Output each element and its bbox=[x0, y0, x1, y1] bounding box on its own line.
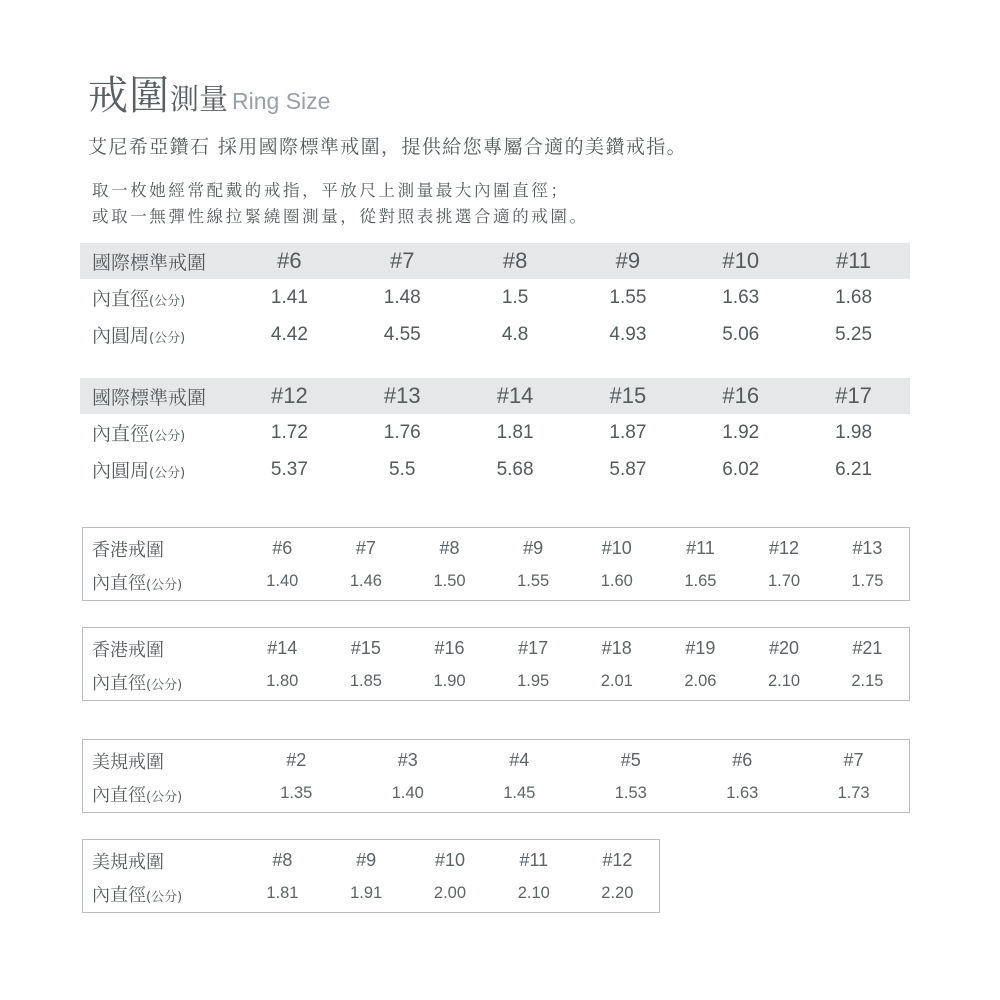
row-label bbox=[80, 451, 233, 488]
value-cell: 1.68 bbox=[835, 286, 873, 308]
size-cell: #7 bbox=[843, 750, 864, 770]
label-text: 內直徑 bbox=[92, 672, 146, 694]
size-cell: #12 bbox=[769, 538, 800, 558]
page-title bbox=[88, 64, 330, 121]
row-label: 香港戒圍 bbox=[92, 539, 164, 561]
size-cell: #16 bbox=[684, 378, 797, 414]
size-cell: #11 bbox=[797, 243, 910, 279]
value-cell: 1.76 bbox=[383, 421, 421, 443]
value-cell: 2.10 bbox=[768, 672, 801, 690]
label-text: 內直徑 bbox=[92, 884, 146, 906]
row-label bbox=[80, 316, 233, 353]
size-cell: #14 bbox=[459, 378, 572, 414]
size-cell: #21 bbox=[852, 638, 883, 658]
row-label: 香港戒圍 bbox=[92, 639, 164, 661]
table-row bbox=[83, 528, 910, 566]
size-cell: #14 bbox=[267, 638, 298, 658]
value-cell: 1.70 bbox=[768, 572, 801, 590]
size-cell: #15 bbox=[350, 638, 381, 658]
value-cell: 1.63 bbox=[722, 286, 760, 308]
title-sub: 測量 bbox=[170, 82, 229, 116]
value-cell: 1.75 bbox=[851, 572, 884, 590]
value-cell: 6.02 bbox=[722, 458, 760, 480]
value-cell: 1.81 bbox=[496, 421, 534, 443]
value-cell: 1.92 bbox=[722, 421, 760, 443]
size-cell: #7 bbox=[355, 538, 376, 558]
value-cell: 1.63 bbox=[726, 784, 759, 802]
size-cell: #9 bbox=[523, 538, 544, 558]
label-text: 內直徑 bbox=[92, 423, 150, 445]
size-cell: #8 bbox=[439, 538, 460, 558]
row-label bbox=[80, 414, 233, 451]
unit-text: (公分) bbox=[146, 677, 183, 693]
value-cell: 1.53 bbox=[614, 784, 647, 802]
value-cell: 5.87 bbox=[609, 458, 647, 480]
unit-text: (公分) bbox=[149, 294, 186, 309]
value-cell: 2.06 bbox=[684, 672, 717, 690]
value-cell: 4.42 bbox=[270, 323, 308, 345]
size-cell: #5 bbox=[620, 750, 641, 770]
value-cell: 1.91 bbox=[350, 884, 383, 902]
size-cell: #15 bbox=[571, 378, 684, 414]
value-cell: 1.72 bbox=[270, 421, 308, 443]
value-cell: 5.68 bbox=[496, 458, 534, 480]
label-text: 內直徑 bbox=[92, 784, 146, 806]
value-cell: 4.55 bbox=[383, 323, 421, 345]
value-cell: 1.73 bbox=[837, 784, 870, 802]
size-cell: #12 bbox=[233, 378, 346, 414]
table-row bbox=[80, 414, 910, 451]
size-cell: #6 bbox=[732, 750, 753, 770]
intl-size-table-1 bbox=[80, 243, 910, 353]
size-cell: #16 bbox=[434, 638, 465, 658]
value-cell: 1.55 bbox=[609, 286, 647, 308]
size-cell: #13 bbox=[852, 538, 883, 558]
value-cell: 2.10 bbox=[517, 884, 550, 902]
row-label: 國際標準戒圍 bbox=[80, 378, 233, 414]
table-row bbox=[80, 243, 910, 279]
value-cell: 1.80 bbox=[266, 672, 299, 690]
value-cell: 5.5 bbox=[389, 458, 416, 480]
value-cell: 1.87 bbox=[609, 421, 647, 443]
value-cell: 1.95 bbox=[517, 672, 550, 690]
size-cell: #17 bbox=[518, 638, 549, 658]
table-row bbox=[80, 378, 910, 414]
value-cell: 1.5 bbox=[501, 286, 529, 308]
value-cell: 1.98 bbox=[835, 421, 873, 443]
instruction-line-2: 或取一無彈性線拉緊繞圈測量，從對照表挑選合適的戒圍。 bbox=[92, 207, 589, 226]
value-cell: 1.60 bbox=[600, 572, 633, 590]
value-cell: 5.06 bbox=[722, 323, 760, 345]
table-row bbox=[83, 665, 910, 701]
label-text: 內圓周 bbox=[92, 325, 150, 347]
size-cell: #10 bbox=[434, 850, 466, 870]
row-label bbox=[83, 665, 241, 701]
row-label bbox=[80, 279, 233, 316]
size-cell: #18 bbox=[601, 638, 632, 658]
unit-text: (公分) bbox=[146, 789, 183, 805]
row-label: 美規戒圍 bbox=[92, 851, 164, 873]
value-cell: 1.81 bbox=[266, 884, 299, 902]
table-row bbox=[80, 279, 910, 316]
table-row bbox=[83, 565, 910, 601]
row-label bbox=[83, 565, 241, 601]
intl-size-table-2 bbox=[80, 378, 910, 488]
table-row bbox=[83, 840, 660, 878]
title-english: Ring Size bbox=[232, 88, 331, 114]
value-cell: 2.01 bbox=[600, 672, 633, 690]
size-cell: #11 bbox=[686, 538, 715, 558]
value-cell: 5.37 bbox=[270, 458, 308, 480]
table-row bbox=[80, 316, 910, 353]
size-cell: #6 bbox=[272, 538, 293, 558]
size-cell: #8 bbox=[272, 850, 293, 870]
value-cell: 1.90 bbox=[433, 672, 466, 690]
size-cell: #9 bbox=[356, 850, 377, 870]
value-cell: 6.21 bbox=[835, 458, 873, 480]
size-cell: #13 bbox=[346, 378, 459, 414]
value-cell: 1.50 bbox=[433, 572, 466, 590]
title-main: 戒圍 bbox=[88, 73, 170, 119]
value-cell: 1.85 bbox=[349, 672, 382, 690]
label-text: 內直徑 bbox=[92, 288, 150, 310]
size-cell: #4 bbox=[509, 750, 530, 770]
unit-text: (公分) bbox=[146, 577, 183, 593]
size-cell: #2 bbox=[286, 750, 307, 770]
size-cell: #10 bbox=[601, 538, 632, 558]
value-cell: 2.15 bbox=[851, 672, 884, 690]
table-row bbox=[83, 740, 910, 778]
unit-text: (公分) bbox=[149, 331, 186, 346]
size-cell: #9 bbox=[571, 243, 684, 279]
value-cell: 1.41 bbox=[270, 286, 308, 308]
value-cell: 2.20 bbox=[601, 884, 634, 902]
value-cell: 1.35 bbox=[280, 784, 313, 802]
unit-text: (公分) bbox=[149, 466, 186, 481]
hk-size-table-1 bbox=[82, 527, 910, 601]
value-cell: 1.55 bbox=[517, 572, 550, 590]
unit-text: (公分) bbox=[146, 889, 183, 905]
value-cell: 1.48 bbox=[383, 286, 421, 308]
label-text: 內圓周 bbox=[92, 460, 150, 482]
label-text: 內直徑 bbox=[92, 572, 146, 594]
us-size-table-2 bbox=[82, 839, 660, 913]
value-cell: 5.25 bbox=[835, 323, 873, 345]
intro-text: 艾尼希亞鑽石 採用國際標準戒圍，提供給您專屬合適的美鑽戒指。 bbox=[88, 136, 688, 158]
us-size-table-1 bbox=[82, 739, 910, 813]
table-row bbox=[83, 777, 910, 813]
size-cell: #12 bbox=[602, 850, 633, 870]
size-cell: #10 bbox=[684, 243, 797, 279]
value-cell: 1.65 bbox=[684, 572, 717, 590]
table-row bbox=[83, 877, 660, 913]
size-cell: #11 bbox=[519, 850, 549, 870]
value-cell: 1.40 bbox=[266, 572, 299, 590]
value-cell: 4.93 bbox=[609, 323, 647, 345]
hk-size-table-2 bbox=[82, 627, 910, 701]
measure-instructions bbox=[92, 178, 589, 230]
unit-text: (公分) bbox=[149, 429, 186, 444]
size-cell: #3 bbox=[397, 750, 418, 770]
value-cell: 1.46 bbox=[349, 572, 382, 590]
size-cell: #8 bbox=[459, 243, 572, 279]
value-cell: 4.8 bbox=[501, 323, 529, 345]
row-label bbox=[83, 877, 241, 913]
instruction-line-1: 取一枚她經常配戴的戒指，平放尺上測量最大內圍直徑； bbox=[92, 181, 570, 200]
table-row bbox=[83, 628, 910, 666]
value-cell: 2.00 bbox=[433, 884, 467, 902]
row-label bbox=[83, 777, 241, 813]
size-cell: #17 bbox=[797, 378, 910, 414]
value-cell: 1.45 bbox=[503, 784, 536, 802]
value-cell: 1.40 bbox=[391, 784, 424, 802]
table-row bbox=[80, 451, 910, 488]
size-cell: #6 bbox=[233, 243, 346, 279]
size-cell: #19 bbox=[685, 638, 716, 658]
row-label: 美規戒圍 bbox=[92, 751, 164, 773]
size-cell: #7 bbox=[346, 243, 459, 279]
size-cell: #20 bbox=[769, 638, 800, 658]
row-label: 國際標準戒圍 bbox=[80, 243, 233, 279]
